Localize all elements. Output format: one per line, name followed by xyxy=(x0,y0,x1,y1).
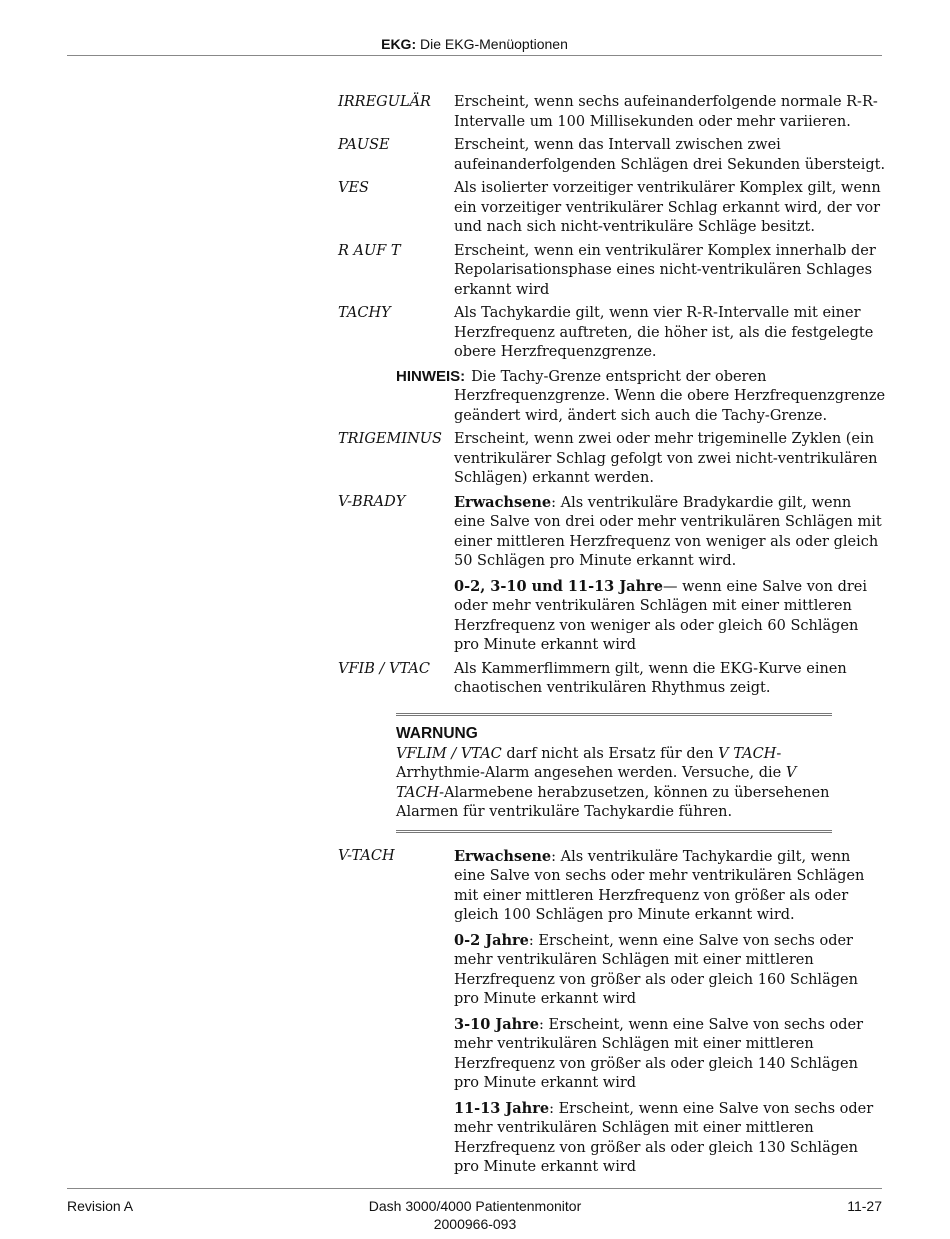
warning-text-part: -Alarmebene herabzusetzen, können zu übersehenen Alarmen für ventrikuläre Tachykardie führen. xyxy=(396,784,830,820)
age-group-label: Erwachsene xyxy=(454,493,552,511)
header-rule xyxy=(67,55,882,56)
paragraph-text: : Als ventrikuläre Tachykardie gilt, wenn eine Salve von sechs oder mehr ventrikulären Schlägen mit einer mittleren Herzfrequenz von größer als oder gleich 100 Schlägen pro Minute erkannt wird. xyxy=(454,848,865,923)
definition-entry xyxy=(338,660,886,699)
warning-box xyxy=(396,713,832,833)
definition-entry xyxy=(338,847,886,1178)
definition-text xyxy=(454,242,886,301)
footer-page-number: 11-27 xyxy=(847,1198,882,1214)
footer-product-name: Dash 3000/4000 Patientenmonitor xyxy=(368,1198,582,1214)
definition-text xyxy=(454,93,886,132)
footer-part-number: 2000966-093 xyxy=(433,1216,517,1232)
note-block xyxy=(396,367,886,427)
warning-text-part: darf nicht als Ersatz für den xyxy=(501,745,719,762)
definition-text xyxy=(454,179,886,238)
age-group-label: 3-10 Jahre xyxy=(454,1015,539,1033)
definition-entry xyxy=(338,493,886,656)
definition-term: TACHY xyxy=(338,305,391,321)
definition-paragraph xyxy=(454,493,886,572)
definition-entry xyxy=(338,430,886,489)
header-section: EKG: xyxy=(381,36,417,52)
definition-paragraph xyxy=(454,847,886,926)
definition-entry xyxy=(338,136,886,175)
page-header xyxy=(67,36,882,53)
age-group-label: 11-13 Jahre xyxy=(454,1099,550,1117)
definition-paragraph xyxy=(454,931,886,1010)
paragraph-text: : Erscheint, wenn eine Salve von sechs oder mehr ventrikulären Schlägen mit einer mittleren Herzfrequenz von größer als oder gleich 140 Schlägen pro Minute erkannt wird xyxy=(454,1016,864,1091)
warning-text xyxy=(396,745,832,823)
note-label: HINWEIS: xyxy=(396,367,466,385)
definition-text xyxy=(454,136,886,175)
definition-paragraph: Erscheint, wenn das Intervall zwischen zwei aufeinanderfolgenden Schlägen drei Sekunden übersteigt. xyxy=(454,137,886,173)
definition-term: IRREGULÄR xyxy=(338,94,431,110)
footer-revision: Revision A xyxy=(67,1198,134,1214)
paragraph-text: : Erscheint, wenn eine Salve von sechs oder mehr ventrikulären Schlägen mit einer mittleren Herzfrequenz von größer als oder gleich 160 Schlägen pro Minute erkannt wird xyxy=(454,932,858,1007)
age-group-label: 0-2 Jahre xyxy=(454,931,529,949)
definition-text xyxy=(454,493,886,656)
footer-rule xyxy=(67,1188,882,1189)
note-first-line xyxy=(396,367,886,388)
definition-text xyxy=(454,304,886,363)
definition-paragraph: Erscheint, wenn ein ventrikulärer Komplex innerhalb der Repolarisationsphase eines nicht-ventrikulären Schlages erkannt wird xyxy=(454,242,876,298)
warning-term: VFLIM / VTAC xyxy=(396,745,502,762)
definition-entry xyxy=(338,242,886,301)
definition-paragraph: Als Kammerflimmern gilt, wenn die EKG-Kurve einen chaotischen ventrikulären Rhythmus zeigt. xyxy=(454,660,847,696)
header-title: Die EKG-Menüoptionen xyxy=(420,36,568,52)
definition-text xyxy=(454,430,886,489)
main-content xyxy=(338,93,886,1182)
warning-term: V TACH xyxy=(396,765,797,801)
definition-paragraph xyxy=(454,577,886,656)
definition-text xyxy=(454,660,886,699)
definition-text xyxy=(454,847,886,1178)
definition-term: PAUSE xyxy=(338,137,390,153)
definition-paragraph: Erscheint, wenn sechs aufeinanderfolgende normale R-R-Intervalle um 100 Millisekunden oder mehr variieren. xyxy=(454,94,878,130)
definition-entry xyxy=(338,179,886,238)
definition-paragraph: Erscheint, wenn zwei oder mehr trigeminelle Zyklen (ein ventrikulärer Schlag gefolgt von zwei nicht-ventrikulären Schlägen) erkannt werden. xyxy=(454,431,878,486)
definition-term: R AUF T xyxy=(338,242,401,259)
footer-product xyxy=(275,1197,675,1233)
definition-paragraph: Als Tachykardie gilt, wenn vier R-R-Intervalle mit einer Herzfrequenz auftreten, die höher ist, als die festgelegte obere Herzfrequenzgrenze. xyxy=(454,305,874,360)
definition-paragraph xyxy=(454,1015,886,1094)
definition-term: VFIB / VTAC xyxy=(338,660,430,677)
definition-entry xyxy=(338,304,886,363)
age-group-label: 0-2, 3-10 und 11-13 Jahre xyxy=(454,577,663,595)
paragraph-text: — wenn eine Salve von drei oder mehr ventrikulären Schlägen mit einer mittleren Herzfrequenz von weniger als oder gleich 60 Schlägen pro Minute erkannt wird xyxy=(454,578,868,653)
definition-term: VES xyxy=(338,180,369,196)
age-group-label: Erwachsene xyxy=(454,847,552,865)
warning-term: V TACH xyxy=(718,745,777,762)
paragraph-text: : Erscheint, wenn eine Salve von sechs oder mehr ventrikulären Schlägen mit einer mittleren Herzfrequenz von größer als oder gleich 130 Schlägen pro Minute erkannt wird xyxy=(454,1100,874,1175)
warning-title: WARNUNG xyxy=(396,724,478,742)
note-text-rest: Herzfrequenzgrenze. Wenn die obere Herzfrequenzgrenze geändert wird, ändert sich auch die Tachy-Grenze. xyxy=(454,388,886,424)
definition-entry xyxy=(338,93,886,132)
definition-paragraph xyxy=(454,1099,886,1178)
warning-text-part: -Arrhythmie-Alarm angesehen werden. Versuche, die xyxy=(396,745,786,781)
definition-paragraph: Als isolierter vorzeitiger ventrikulärer Komplex gilt, wenn ein vorzeitiger ventrikulärer Schlag erkannt wird, der vor und nach sich nicht-ventrikuläre Schläge besitzt. xyxy=(454,180,881,235)
definition-term: TRIGEMINUS xyxy=(338,431,442,447)
note-text-line1: Die Tachy-Grenze entspricht der oberen xyxy=(471,368,767,385)
definition-term: V-TACH xyxy=(338,847,395,864)
definition-term: V-BRADY xyxy=(338,493,406,510)
paragraph-text: : Als ventrikuläre Bradykardie gilt, wenn eine Salve von drei oder mehr ventrikulären Schlägen mit einer mittleren Herzfrequenz von weniger als oder gleich 50 Schlägen pro Minute erkannt wird. xyxy=(454,494,882,569)
